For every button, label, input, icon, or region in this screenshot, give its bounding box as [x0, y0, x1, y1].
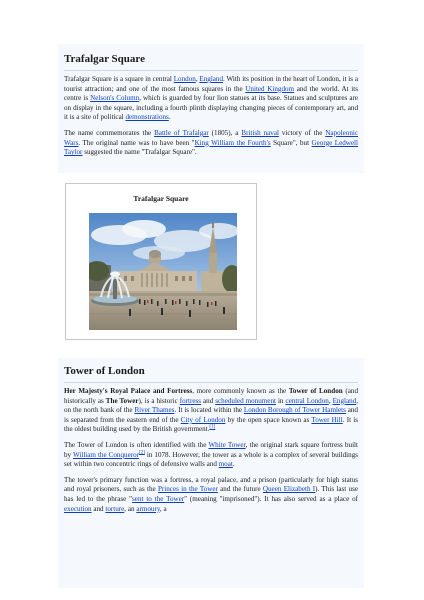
inline-link[interactable]: sent to the Tower — [132, 494, 185, 503]
text-run: Trafalgar Square is a square in central — [64, 75, 174, 83]
bold-term: Her Majesty's Royal Palace and Fortress — [64, 387, 193, 395]
text-run: , — [195, 75, 200, 83]
inline-link[interactable]: central London — [285, 396, 329, 405]
paragraph — [64, 441, 358, 470]
text-run: (1805), a — [208, 128, 242, 137]
inline-link[interactable]: demonstrations — [125, 113, 169, 122]
text-run: . It is the oldest building used by the British government. — [64, 415, 359, 434]
text-run: . The original name was to have been " — [78, 138, 195, 147]
inline-link[interactable]: William the Conqueror — [72, 450, 139, 459]
inline-link[interactable]: London — [173, 75, 196, 83]
inline-link[interactable]: British naval — [241, 128, 279, 137]
bold-term: The Tower — [105, 396, 139, 405]
citation-marker — [209, 425, 215, 430]
bold-term: Tower of London — [288, 387, 343, 395]
inline-link[interactable]: City of London — [180, 415, 226, 424]
text-run: suggested the name "Trafalgar Square". — [82, 148, 197, 157]
heading-divider — [64, 382, 358, 383]
text-run: . — [168, 113, 171, 122]
text-run: The tower's primary function was a fortress, a royal palace, and a prison (particularly for high status and royal prisoners, such as the — [64, 475, 358, 494]
text-run: . It is located within the — [174, 406, 244, 415]
inline-link[interactable]: Napoleonic Wars — [64, 128, 358, 147]
inline-link[interactable]: London Borough of Tower Hamlets — [243, 406, 346, 415]
text-run: and — [91, 504, 106, 513]
trafalgar-square-photo — [89, 213, 237, 330]
text-run: in — [275, 396, 286, 405]
text-run: ), is a historic — [138, 396, 180, 405]
inline-link[interactable]: torture — [105, 504, 125, 513]
text-run: , more commonly known as the — [192, 387, 289, 395]
inline-link[interactable]: England — [332, 396, 357, 405]
inline-link[interactable]: [1] — [209, 425, 216, 431]
section-heading: Tower of London — [64, 365, 145, 377]
section-heading: Trafalgar Square — [64, 53, 145, 65]
text-run: The Tower of London is often identified with the — [64, 440, 209, 449]
text-run: , the original stark square fortress built by — [64, 440, 358, 459]
figure-caption: Trafalgar Square — [133, 194, 189, 203]
text-run: by the open space known as — [225, 415, 312, 424]
text-run: in 1078. However, the tower as a whole is a complex of several buildings set within two concentric rings of defensive walls and — [64, 450, 358, 469]
text-run: and — [201, 396, 216, 405]
text-run: The name commemorates the — [64, 128, 155, 137]
inline-link[interactable]: fortress — [179, 396, 202, 405]
paragraph — [64, 387, 358, 435]
text-run: and is separated from the eastern end of the — [64, 406, 358, 424]
inline-link[interactable]: White Tower — [208, 440, 246, 449]
text-run: " (meaning "imprisoned"). It has also served as a place of — [184, 494, 358, 503]
text-run: . — [232, 460, 235, 469]
inline-link[interactable]: execution — [64, 504, 92, 513]
inline-link[interactable]: scheduled monument — [215, 396, 276, 405]
tower-of-london-section — [58, 358, 364, 588]
text-run: ). This last use has led to the phrase " — [64, 485, 358, 503]
inline-link[interactable]: River Thames — [134, 406, 175, 415]
paragraph — [64, 75, 358, 123]
text-run: (and historically as — [64, 387, 358, 405]
inline-link[interactable]: moat — [218, 460, 233, 469]
paragraph — [64, 476, 358, 514]
trafalgar-section — [58, 44, 364, 173]
text-run: and the world. At its centre is — [64, 84, 358, 103]
text-run: , on the north bank of the — [64, 396, 359, 415]
inline-link[interactable]: Nelson's Column — [90, 94, 140, 103]
text-run: , — [328, 396, 333, 405]
image-figure — [65, 183, 257, 340]
paragraph — [64, 129, 358, 158]
text-run: , a — [159, 504, 167, 513]
inline-link[interactable]: King William the Fourth's — [194, 138, 271, 147]
text-run: , an — [124, 504, 137, 513]
text-run: . With its position in the heart of London, it is a tourist attraction; and one of the most famous squares in the — [64, 75, 358, 93]
inline-link[interactable]: armoury — [136, 504, 160, 513]
text-run: Square", but — [270, 138, 312, 147]
heading-divider — [64, 70, 358, 71]
inline-link[interactable]: United Kingdom — [245, 84, 295, 93]
inline-link[interactable]: Princes in the Tower — [157, 485, 218, 494]
text-run: , which is guarded by four lion statues at its base. Statues and sculptures are on display in the square, including a fourth plinth displaying changing pieces of contemporary art, and it is a site of political — [64, 94, 358, 122]
inline-link[interactable]: Tower Hill — [311, 415, 343, 424]
text-run: victory of the — [278, 128, 326, 137]
inline-link[interactable]: [2] — [139, 450, 145, 456]
inline-link[interactable]: Queen Elizabeth I — [262, 485, 316, 494]
text-run: and the future — [217, 485, 263, 494]
inline-link[interactable]: Battle of Trafalgar — [154, 128, 209, 137]
inline-link[interactable]: George Ledwell Taylor — [64, 138, 358, 157]
inline-link[interactable]: England — [199, 75, 224, 83]
